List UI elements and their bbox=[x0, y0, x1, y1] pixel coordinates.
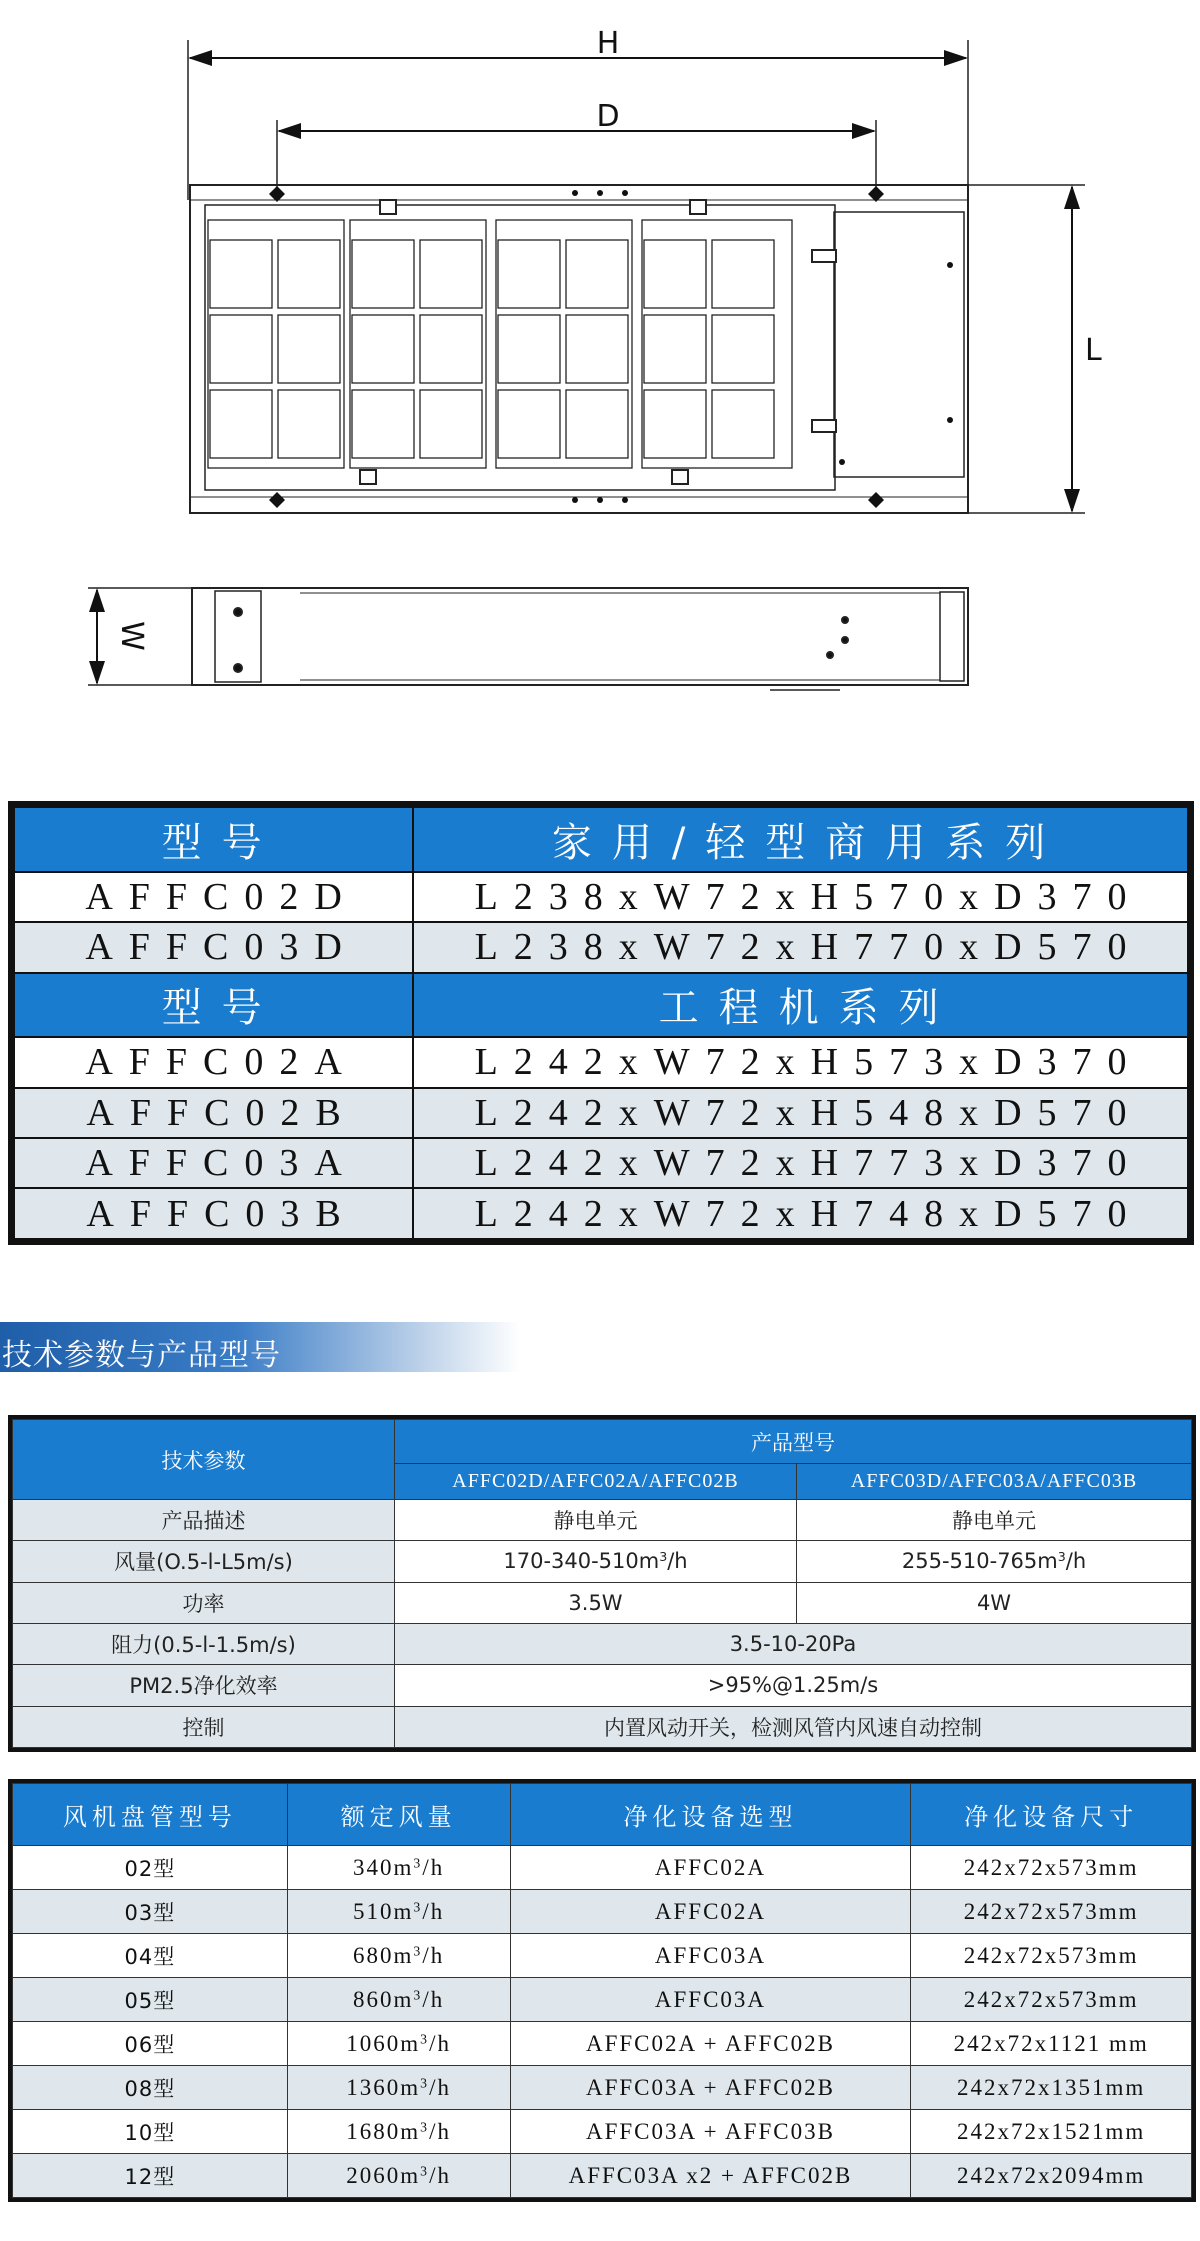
spec-row-air bbox=[13, 1541, 1192, 1582]
section-title: 技术参数与产品型号 bbox=[2, 1338, 281, 1373]
spec-label: 产品描述 bbox=[13, 1500, 395, 1541]
rated-flow: $680m^3/h$ bbox=[287, 1934, 510, 1978]
device-size: 242x72x573mm bbox=[911, 1846, 1192, 1890]
device-size: 242x72x573mm bbox=[911, 1934, 1192, 1978]
rated-flow: $340m^3/h$ bbox=[287, 1846, 510, 1890]
dim-l-label: L bbox=[1085, 333, 1102, 368]
selection-header bbox=[13, 1784, 1192, 1846]
spec-value: 静电单元 bbox=[797, 1500, 1192, 1541]
size-cell: L242xW72xH548xD570 bbox=[413, 1088, 1188, 1138]
model-size-table bbox=[8, 801, 1194, 1245]
device-size: 242x72x573mm bbox=[911, 1978, 1192, 2022]
dim-w-label: W bbox=[114, 621, 149, 651]
drawing-svg bbox=[0, 0, 1200, 720]
fan-type: 12型 bbox=[13, 2154, 288, 2198]
fan-type: 08型 bbox=[13, 2066, 288, 2110]
table-row bbox=[13, 1846, 1192, 1890]
spec-value: >95%@1.25m/s bbox=[394, 1665, 1191, 1706]
model-cell: AFFC02D bbox=[14, 872, 413, 922]
rated-flow: $1060m^3/h$ bbox=[287, 2022, 510, 2066]
header-model: 型号 bbox=[14, 807, 413, 872]
device-model: AFFC03A + AFFC02B bbox=[510, 2066, 911, 2110]
size-table-header bbox=[14, 973, 1188, 1038]
spec-row-power bbox=[13, 1582, 1192, 1623]
param-header: 技术参数 bbox=[13, 1420, 395, 1500]
spec-value: $170-340-510m^3/h$ bbox=[394, 1541, 796, 1582]
section-title-bar bbox=[0, 1322, 520, 1372]
device-model: AFFC03A x2 + AFFC02B bbox=[510, 2154, 911, 2198]
header-device-model: 净化设备选型 bbox=[510, 1784, 911, 1846]
model-cell: AFFC03D bbox=[14, 922, 413, 972]
spec-label: PM2.5净化效率 bbox=[13, 1665, 395, 1706]
table-row bbox=[14, 1188, 1188, 1239]
fan-type: 05型 bbox=[13, 1978, 288, 2022]
table-row bbox=[13, 2066, 1192, 2110]
spec-value: $255-510-765m^3/h$ bbox=[797, 1541, 1192, 1582]
header-fan-coil: 风机盘管型号 bbox=[13, 1784, 288, 1846]
model-cell: AFFC02A bbox=[14, 1037, 413, 1087]
spec-label: 风量(O.5-l-L5m/s) bbox=[13, 1541, 395, 1582]
device-size: 242x72x1351mm bbox=[911, 2066, 1192, 2110]
size-cell: L242xW72xH773xD370 bbox=[413, 1138, 1188, 1188]
device-model: AFFC02A + AFFC02B bbox=[510, 2022, 911, 2066]
size-table-header bbox=[14, 807, 1188, 872]
fan-type: 03型 bbox=[13, 1890, 288, 1934]
fan-type: 10型 bbox=[13, 2110, 288, 2154]
spec-row-control bbox=[13, 1706, 1192, 1747]
model-cell: AFFC03B bbox=[14, 1188, 413, 1239]
size-cell: L238xW72xH570xD370 bbox=[413, 872, 1188, 922]
dim-d-label: D bbox=[596, 99, 620, 134]
table-row bbox=[13, 1890, 1192, 1934]
dimension-d bbox=[277, 99, 876, 190]
spec-label: 控制 bbox=[13, 1706, 395, 1747]
table-row bbox=[13, 1934, 1192, 1978]
model-group-a: AFFC02D/AFFC02A/AFFC02B bbox=[394, 1464, 796, 1500]
table-row bbox=[13, 1978, 1192, 2022]
device-model: AFFC03A + AFFC03B bbox=[510, 2110, 911, 2154]
size-cell: L242xW72xH573xD370 bbox=[413, 1037, 1188, 1087]
model-header: 产品型号 bbox=[394, 1420, 1191, 1464]
fan-type: 04型 bbox=[13, 1934, 288, 1978]
table-row bbox=[13, 2154, 1192, 2198]
device-size: 242x72x1121 mm bbox=[911, 2022, 1192, 2066]
side-view bbox=[192, 588, 968, 690]
rated-flow: $1360m^3/h$ bbox=[287, 2066, 510, 2110]
table-row bbox=[13, 2022, 1192, 2066]
table-row bbox=[14, 872, 1188, 922]
header-model: 型号 bbox=[14, 973, 413, 1038]
spec-value: 内置风动开关，检测风管内风速自动控制 bbox=[394, 1706, 1191, 1747]
spec-value: 3.5W bbox=[394, 1582, 796, 1623]
header-rated-flow: 额定风量 bbox=[287, 1784, 510, 1846]
model-cell: AFFC02B bbox=[14, 1088, 413, 1138]
device-size: 242x72x573mm bbox=[911, 1890, 1192, 1934]
dim-h-label: H bbox=[596, 26, 620, 61]
spec-label: 功率 bbox=[13, 1582, 395, 1623]
fan-type: 06型 bbox=[13, 2022, 288, 2066]
fan-type: 02型 bbox=[13, 1846, 288, 1890]
spec-row-resistance bbox=[13, 1623, 1192, 1664]
technical-drawing bbox=[0, 0, 1200, 720]
spec-value: 4W bbox=[797, 1582, 1192, 1623]
spec-label: 阻力(0.5-l-1.5m/s) bbox=[13, 1623, 395, 1664]
table-row bbox=[14, 1037, 1188, 1087]
size-cell: L238xW72xH770xD570 bbox=[413, 922, 1188, 972]
selection-table bbox=[8, 1779, 1196, 2202]
header-series-home: 家用/轻型商用系列 bbox=[413, 807, 1188, 872]
device-model: AFFC03A bbox=[510, 1978, 911, 2022]
rated-flow: $510m^3/h$ bbox=[287, 1890, 510, 1934]
dimension-h bbox=[188, 26, 968, 200]
device-size: 242x72x2094mm bbox=[911, 2154, 1192, 2198]
dimension-w bbox=[88, 588, 196, 685]
model-cell: AFFC03A bbox=[14, 1138, 413, 1188]
table-row bbox=[14, 1088, 1188, 1138]
device-model: AFFC02A bbox=[510, 1846, 911, 1890]
rated-flow: $860m^3/h$ bbox=[287, 1978, 510, 2022]
top-view bbox=[190, 185, 968, 513]
mount-points bbox=[269, 186, 953, 508]
rated-flow: $1680m^3/h$ bbox=[287, 2110, 510, 2154]
spec-row-pm25 bbox=[13, 1665, 1192, 1706]
table-row bbox=[14, 1138, 1188, 1188]
size-cell: L242xW72xH748xD570 bbox=[413, 1188, 1188, 1239]
device-model: AFFC03A bbox=[510, 1934, 911, 1978]
spec-row-desc bbox=[13, 1500, 1192, 1541]
spec-value: 3.5-10-20Pa bbox=[394, 1623, 1191, 1664]
header-series-project: 工程机系列 bbox=[413, 973, 1188, 1038]
device-model: AFFC02A bbox=[510, 1890, 911, 1934]
spec-table bbox=[8, 1415, 1196, 1752]
dimension-l bbox=[960, 185, 1102, 513]
device-size: 242x72x1521mm bbox=[911, 2110, 1192, 2154]
table-row bbox=[13, 2110, 1192, 2154]
rated-flow: $2060m^3/h$ bbox=[287, 2154, 510, 2198]
model-group-b: AFFC03D/AFFC03A/AFFC03B bbox=[797, 1464, 1192, 1500]
spec-value: 静电单元 bbox=[394, 1500, 796, 1541]
table-row bbox=[14, 922, 1188, 972]
header-device-size: 净化设备尺寸 bbox=[911, 1784, 1192, 1846]
